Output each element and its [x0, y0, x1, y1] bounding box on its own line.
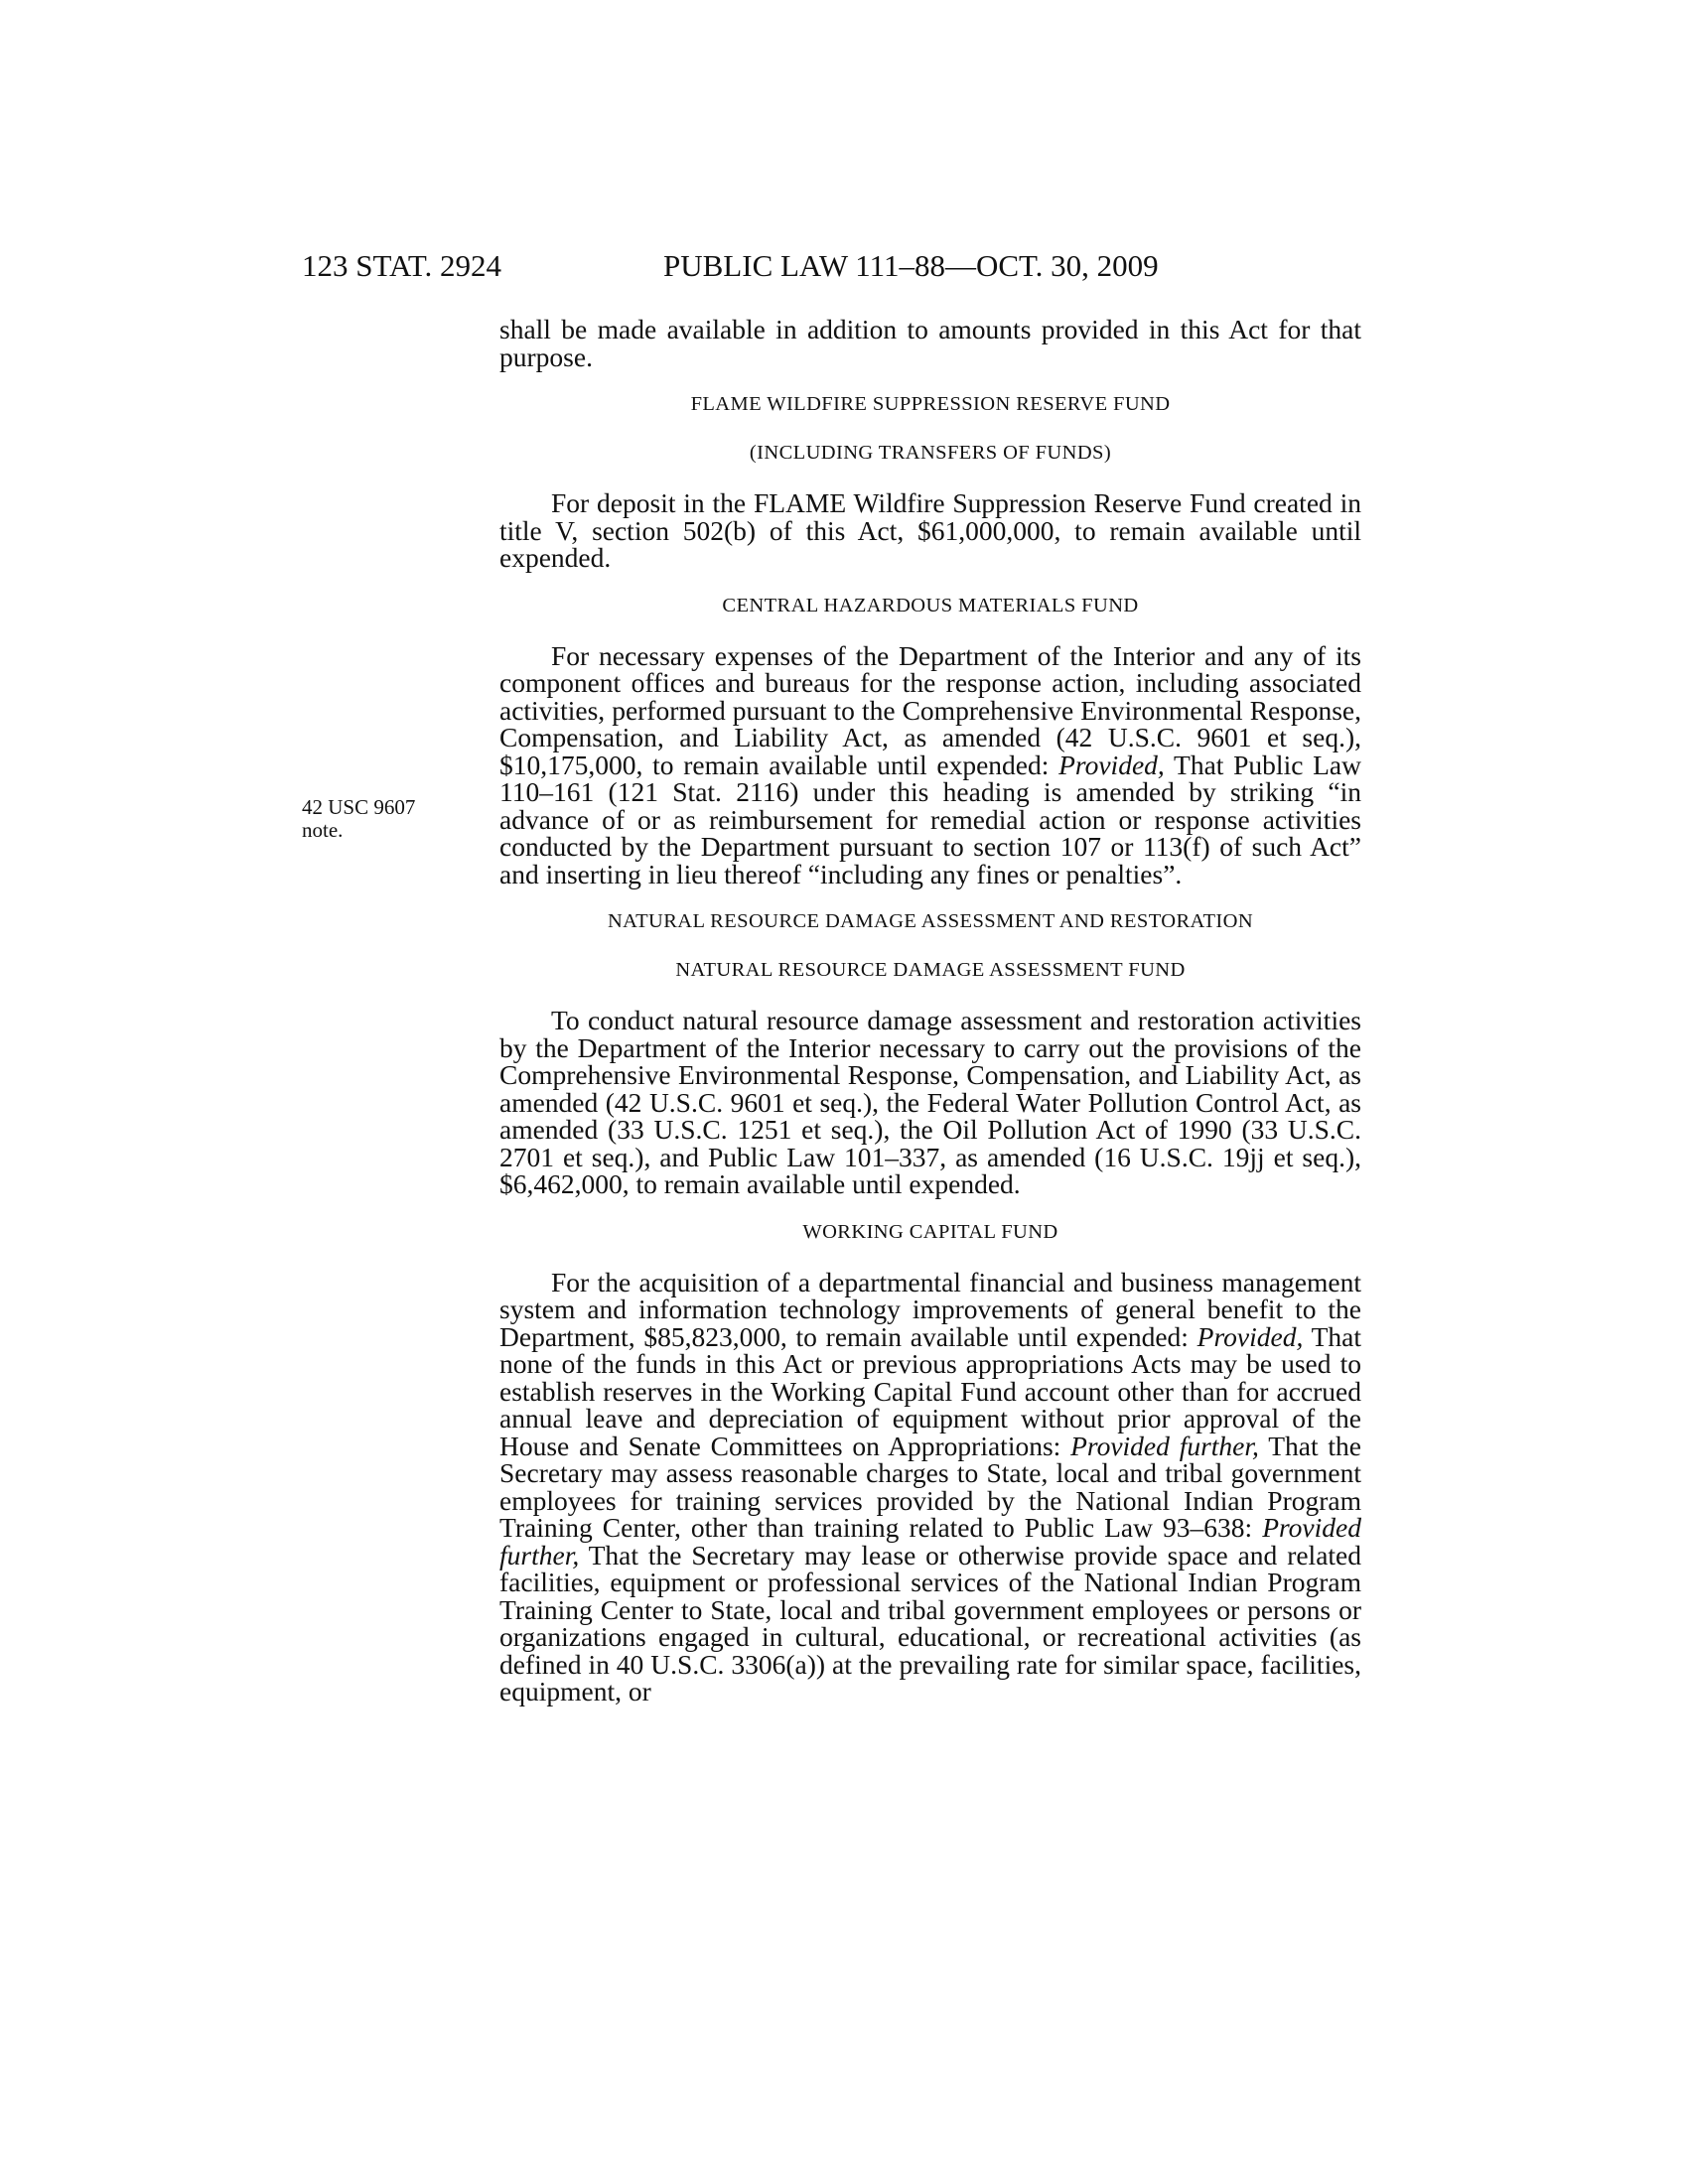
continued-paragraph: shall be made available in addition to amounts provided in this Act for that purpose. — [499, 314, 1361, 372]
stat-page-number: 123 STAT. 2924 — [302, 248, 502, 283]
public-law-citation: PUBLIC LAW 111–88—OCT. 30, 2009 — [663, 248, 1159, 283]
section-heading-flame: FLAME WILDFIRE SUPPRESSION RESERVE FUND — [690, 393, 1171, 415]
margin-note-citation: 42 USC 9607 — [302, 795, 416, 819]
paragraph-hazardous-materials — [499, 639, 1362, 889]
text-run: That Public Law 110–161 (121 Stat. 2116) under this heading is amended by striking “in advance of or as reimbursement for remedial action or response activities conducted by the Department pursuant to section 107 or 113(f) of such Act” and inserting in lieu thereof “including any fines or penalties”. — [499, 749, 1362, 889]
section-subheading-transfers: (INCLUDING TRANSFERS OF FUNDS) — [749, 442, 1112, 464]
proviso-italic: Provided, — [1196, 1320, 1304, 1352]
proviso-italic: Provided further, — [1070, 1430, 1259, 1461]
text-run: That the Secretary may assess reasonable charges to State, local and tribal government employees for training services provided by the National Indian Program Training Center, other than training related to Public Law 93–638: — [499, 1430, 1362, 1543]
margin-note-label: note. — [302, 818, 344, 842]
section-heading-hazardous-materials: CENTRAL HAZARDOUS MATERIALS FUND — [722, 594, 1139, 616]
section-heading-working-capital: WORKING CAPITAL FUND — [802, 1220, 1058, 1243]
text-run: For the acquisition of a departmental financial and business management system and information technology improvements of general benefit to the Department, $85,823,000, to remain available until expended: — [499, 1266, 1361, 1352]
section-heading-nrda: NATURAL RESOURCE DAMAGE ASSESSMENT AND RESTORATION — [607, 910, 1254, 932]
text-run: That the Secretary may lease or otherwise provide space and related facilities, equipment or professional services of the National Indian Program Training Center to State, local and tribal government employees or persons or organizations engaged in cultural, educational, or recreational activities (as defined in 40 U.S.C. 3306(a)) at the prevailing rate for similar space, facilities, equipment, or — [499, 1539, 1361, 1706]
paragraph-flame: For deposit in the FLAME Wildfire Suppression Reserve Fund created in title V, section 502(b) of this Act, $61,000,000, to remain available until expended. — [499, 487, 1361, 573]
document-body — [499, 316, 1361, 1706]
paragraph-working-capital — [499, 1266, 1362, 1706]
margin-note — [302, 796, 415, 842]
text-run: That none of the funds in this Act or previous appropriations Acts may be used to establish reserves in the Working Capital Fund account other than for accrued annual leave and depreciation of equipment without prior approval of the House and Senate Committees on Appropriations: — [499, 1320, 1361, 1461]
paragraph-nrda: To conduct natural resource damage assessment and restoration activities by the Department of the Interior necessary to carry out the provisions of the Comprehensive Environmental Response, Compensation, and Liability Act, as amended (42 U.S.C. 9601 et seq.), the Federal Water Pollution Control Act, as amended (33 U.S.C. 1251 et seq.), the Oil Pollution Act of 1990 (33 U.S.C. 2701 et seq.), and Public Law 101–337, as amended (16 U.S.C. 19jj et seq.), $6,462,000, to remain available until expended. — [499, 1005, 1361, 1199]
text-run: For necessary expenses of the Department of the Interior and any of its component offices and bureaus for the response action, including associated activities, performed pursuant to the Comprehensive Environmental Response, Compensation, and Liability Act, as amended (42 U.S.C. 9601 et seq.), $10,175,000, to remain available until expended: — [499, 639, 1361, 780]
proviso-italic: Provided, — [1058, 749, 1165, 780]
section-subheading-nrda-fund: NATURAL RESOURCE DAMAGE ASSESSMENT FUND — [675, 959, 1186, 981]
proviso-italic: Provided further, — [499, 1512, 1361, 1570]
